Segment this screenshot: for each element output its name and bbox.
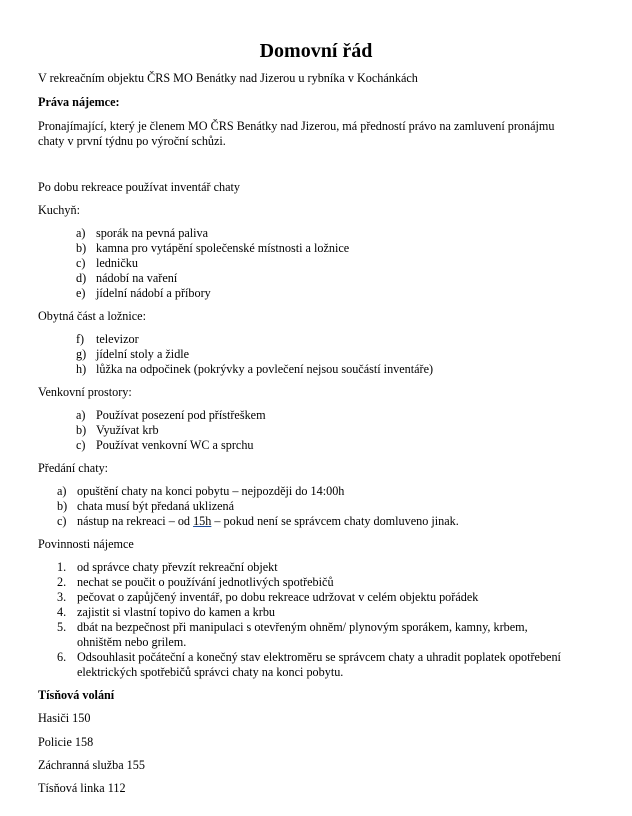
emergency-line: Policie 158 [38,735,94,749]
list-marker: a) [76,408,86,422]
usage-intro: Po dobu rekreace používat inventář chaty [38,180,241,194]
list-text: Využívat krb [96,423,159,437]
emergency-line: Záchranná služba 155 [38,758,145,772]
list-marker: 5. [57,620,67,634]
list-text: sporák na pevná paliva [96,226,209,240]
list-marker: b) [57,499,68,513]
list-text: od správce chaty převzít rekreační objekt [77,560,278,574]
list-text: chata musí být předaná uklizená [77,499,235,513]
list-marker: 2. [57,575,67,589]
list-text: nechat se poučit o používání jednotlivých spotřebičů [77,575,334,589]
list-marker: a) [76,226,86,240]
time-link[interactable]: 15h [193,514,212,528]
rights-heading: Práva nájemce: [38,95,120,109]
emergency-line: Tísňová linka 112 [38,781,126,795]
list-marker: b) [76,423,87,437]
list-text-continuation: elektrických spotřebičů správci chaty na konci pobytu. [77,665,344,679]
list-marker: a) [57,484,67,498]
list-marker: h) [76,362,87,376]
list-marker: d) [76,271,87,285]
living-heading: Obytná část a ložnice: [38,309,146,323]
list-marker: f) [76,332,85,346]
emergency-heading: Tísňová volání [38,688,115,702]
list-text: dbát na bezpečnost při manipulaci s otevřeným ohněm/ plynovým sporákem, kamny, krbem, [77,620,528,634]
list-marker: c) [57,514,67,528]
list-text-end: – pokud není se správcem chaty domluveno jinak. [211,514,459,528]
list-marker: b) [76,241,87,255]
list-text: Odsouhlasit počáteční a konečný stav elektroměru se správcem chaty a uhradit poplatek opotřebení [77,650,561,664]
list-marker: 3. [57,590,67,604]
list-text [77,514,459,529]
list-text: kamna pro vytápění společenské místnosti a ložnice [96,241,350,255]
page-title: Domovní řád [259,40,373,62]
list-text: zajistit si vlastní topivo do kamen a krbu [77,605,276,619]
list-text: lůžka na odpočinek (pokrývky a povlečení nejsou součástí inventáře) [96,362,434,376]
list-text: jídelní stoly a židle [96,347,190,361]
list-text: ledničku [96,256,138,270]
list-text: Používat venkovní WC a sprchu [96,438,254,452]
list-text-continuation: ohništěm nebo grilem. [77,635,187,649]
list-text: Používat posezení pod přístřeškem [96,408,266,422]
list-marker: g) [76,347,87,361]
list-marker: 6. [57,650,67,664]
list-text: televizor [96,332,139,346]
duties-heading: Povinnosti nájemce [38,537,134,551]
list-text: opuštění chaty na konci pobytu – nejpozději do 14:00h [77,484,345,498]
intro-text: V rekreačním objektu ČRS MO Benátky nad Jizerou u rybníka v Kochánkách [38,71,418,85]
list-marker: 1. [57,560,67,574]
rights-line-1: Pronajímající, který je členem MO ČRS Benátky nad Jizerou, má předností právo na zamluvení pronájmu [38,119,555,133]
list-text: nádobí na vaření [96,271,178,285]
emergency-line: Hasiči 150 [38,711,91,725]
rights-line-2: chaty v první týdnu po výroční schůzi. [38,134,226,148]
list-text: pečovat o zapůjčený inventář, po dobu rekreace udržovat v celém objektu pořádek [77,590,479,604]
list-text: jídelní nádobí a příbory [96,286,211,300]
list-marker: 4. [57,605,67,619]
list-marker: c) [76,256,86,270]
list-text-start: nástup na rekreaci – od [77,514,194,528]
list-marker: e) [76,286,86,300]
list-marker: c) [76,438,86,452]
kitchen-heading: Kuchyň: [38,203,80,217]
handover-heading: Předání chaty: [38,461,109,475]
outdoor-heading: Venkovní prostory: [38,385,132,399]
